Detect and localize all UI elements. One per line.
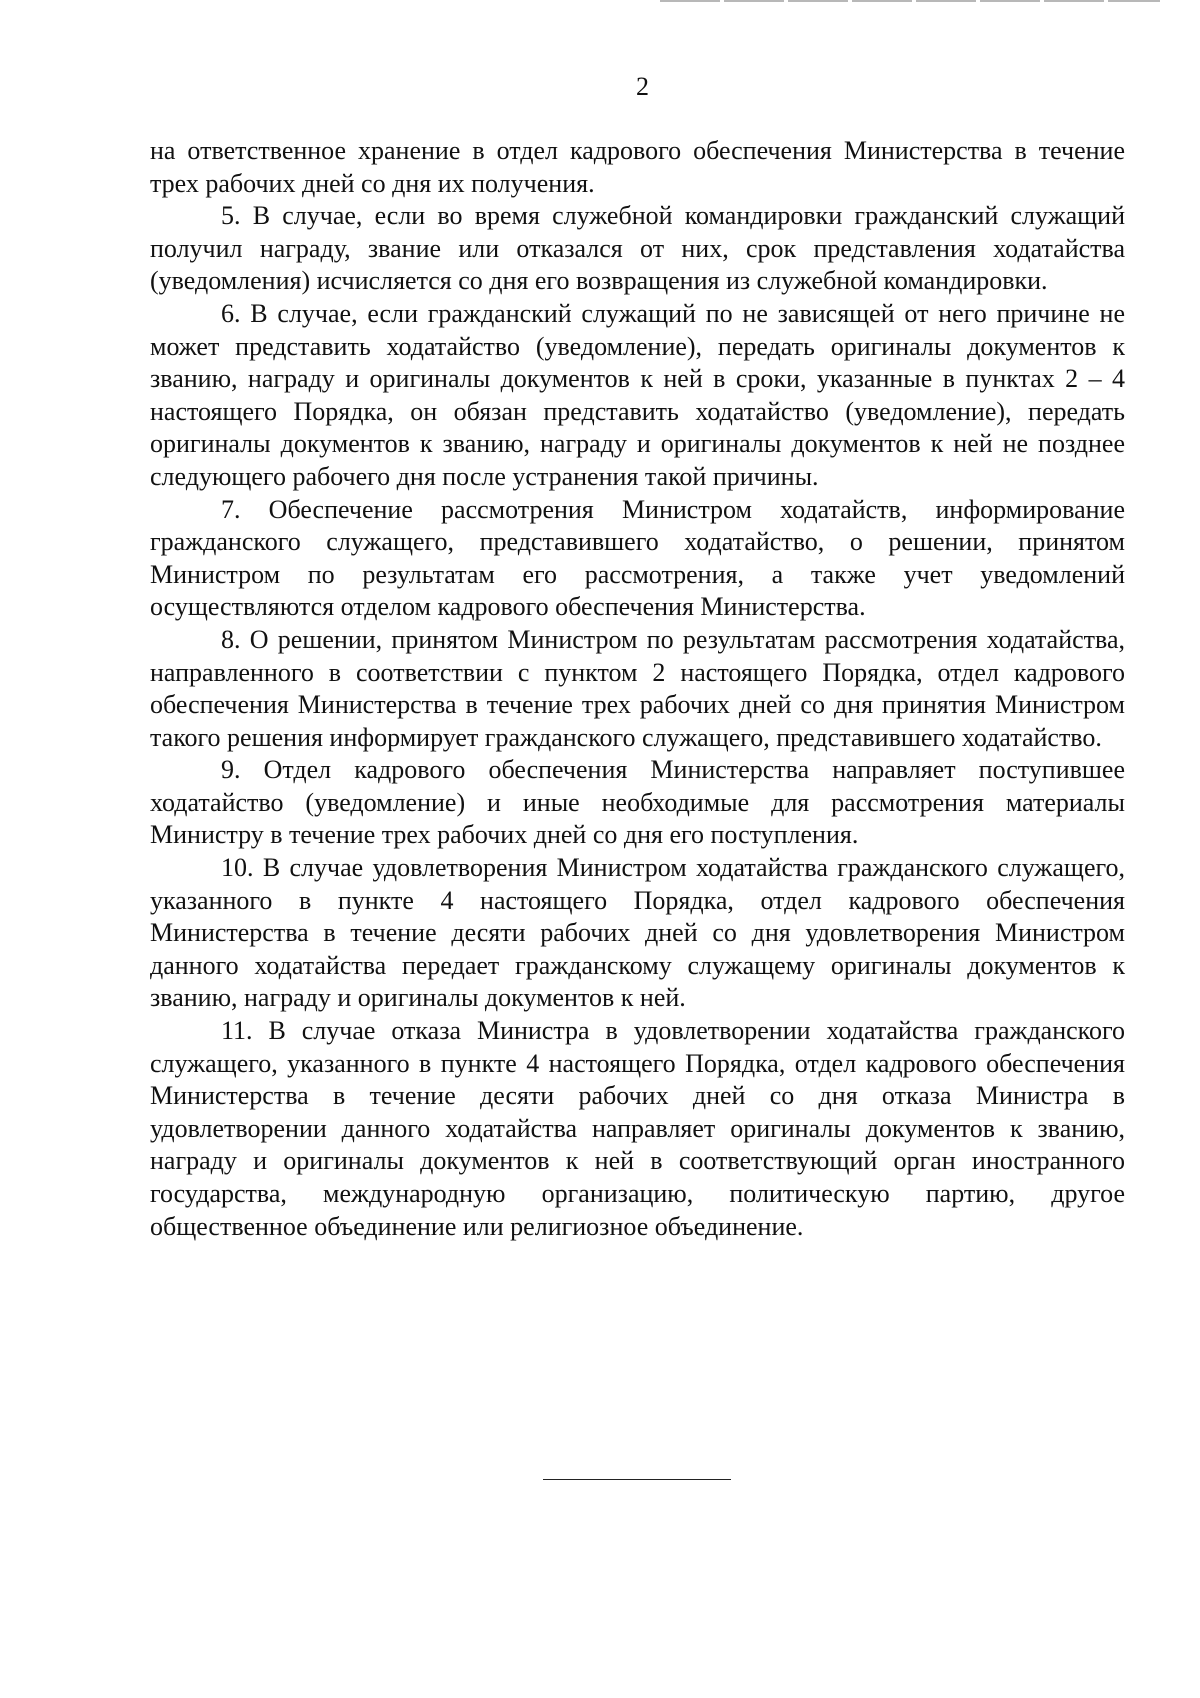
paragraph-continuation: на ответственное хранение в отдел кадрового обеспечения Министерства в течение трех рабочих дней со дня их получения. — [150, 136, 1125, 198]
paragraph-item-10: 10. В случае удовлетворения Министром ходатайства гражданского служащего, указанного в пункте 4 настоящего Порядка, отдел кадрового обеспечения Министерства в течение десяти рабочих дней со дня удовлетворения Министром данного ходатайства передает гражданскому служащему оригиналы документов к званию, награду и оригиналы документов к ней. — [150, 853, 1125, 1013]
page-number: 2 — [636, 72, 649, 101]
document-body — [150, 135, 1125, 1243]
end-of-document-rule — [543, 1479, 731, 1480]
paragraph-item-8: 8. О решении, принятом Министром по результатам рассмотрения ходатайства, направленного в соответствии с пунктом 2 настоящего Порядка, отдел кадрового обеспечения Министерства в течение трех рабочих дней со дня принятия Министром такого решения информирует гражданского служащего, представившего ходатайство. — [150, 624, 1125, 752]
paragraph-item-5: 5. В случае, если во время служебной командировки гражданский служащий получил награду, звание или отказался от них, срок представления ходатайства (уведомления) исчисляется со дня его возвращения из служебной командировки. — [150, 201, 1125, 296]
paragraph-item-11: 11. В случае отказа Министра в удовлетворении ходатайства гражданского служащего, указанного в пункте 4 настоящего Порядка, отдел кадрового обеспечения Министерства в течение десяти рабочих дней со дня отказа Министра в удовлетворении данного ходатайства направляет оригиналы документов к званию, награду и оригиналы документов к ней в соответствующий орган иностранного государства, международную организацию, политическую партию, другое общественное объединение или религиозное объединение. — [150, 1016, 1125, 1241]
paragraph-item-7: 7. Обеспечение рассмотрения Министром ходатайств, информирование гражданского служащего, представившего ходатайство, о решении, принятом Министром по результатам его рассмотрения, а также учет уведомлений осуществляются отделом кадрового обеспечения Министерства. — [150, 494, 1125, 622]
scan-edge-line — [660, 0, 1160, 2]
paragraph-item-6: 6. В случае, если гражданский служащий по не зависящей от него причине не может представить ходатайство (уведомление), передать оригиналы документов к званию, награду и оригиналы документов к ней в сроки, указанные в пунктах 2 – 4 настоящего Порядка, он обязан представить ходатайство (уведомление), передать оригиналы документов к званию, награду и оригиналы документов к ней не позднее следующего рабочего дня после устранения такой причины. — [150, 298, 1125, 491]
paragraph-item-9: 9. Отдел кадрового обеспечения Министерства направляет поступившее ходатайство (уведомление) и иные необходимые для рассмотрения материалы Министру в течение трех рабочих дней со дня его поступления. — [150, 755, 1125, 850]
